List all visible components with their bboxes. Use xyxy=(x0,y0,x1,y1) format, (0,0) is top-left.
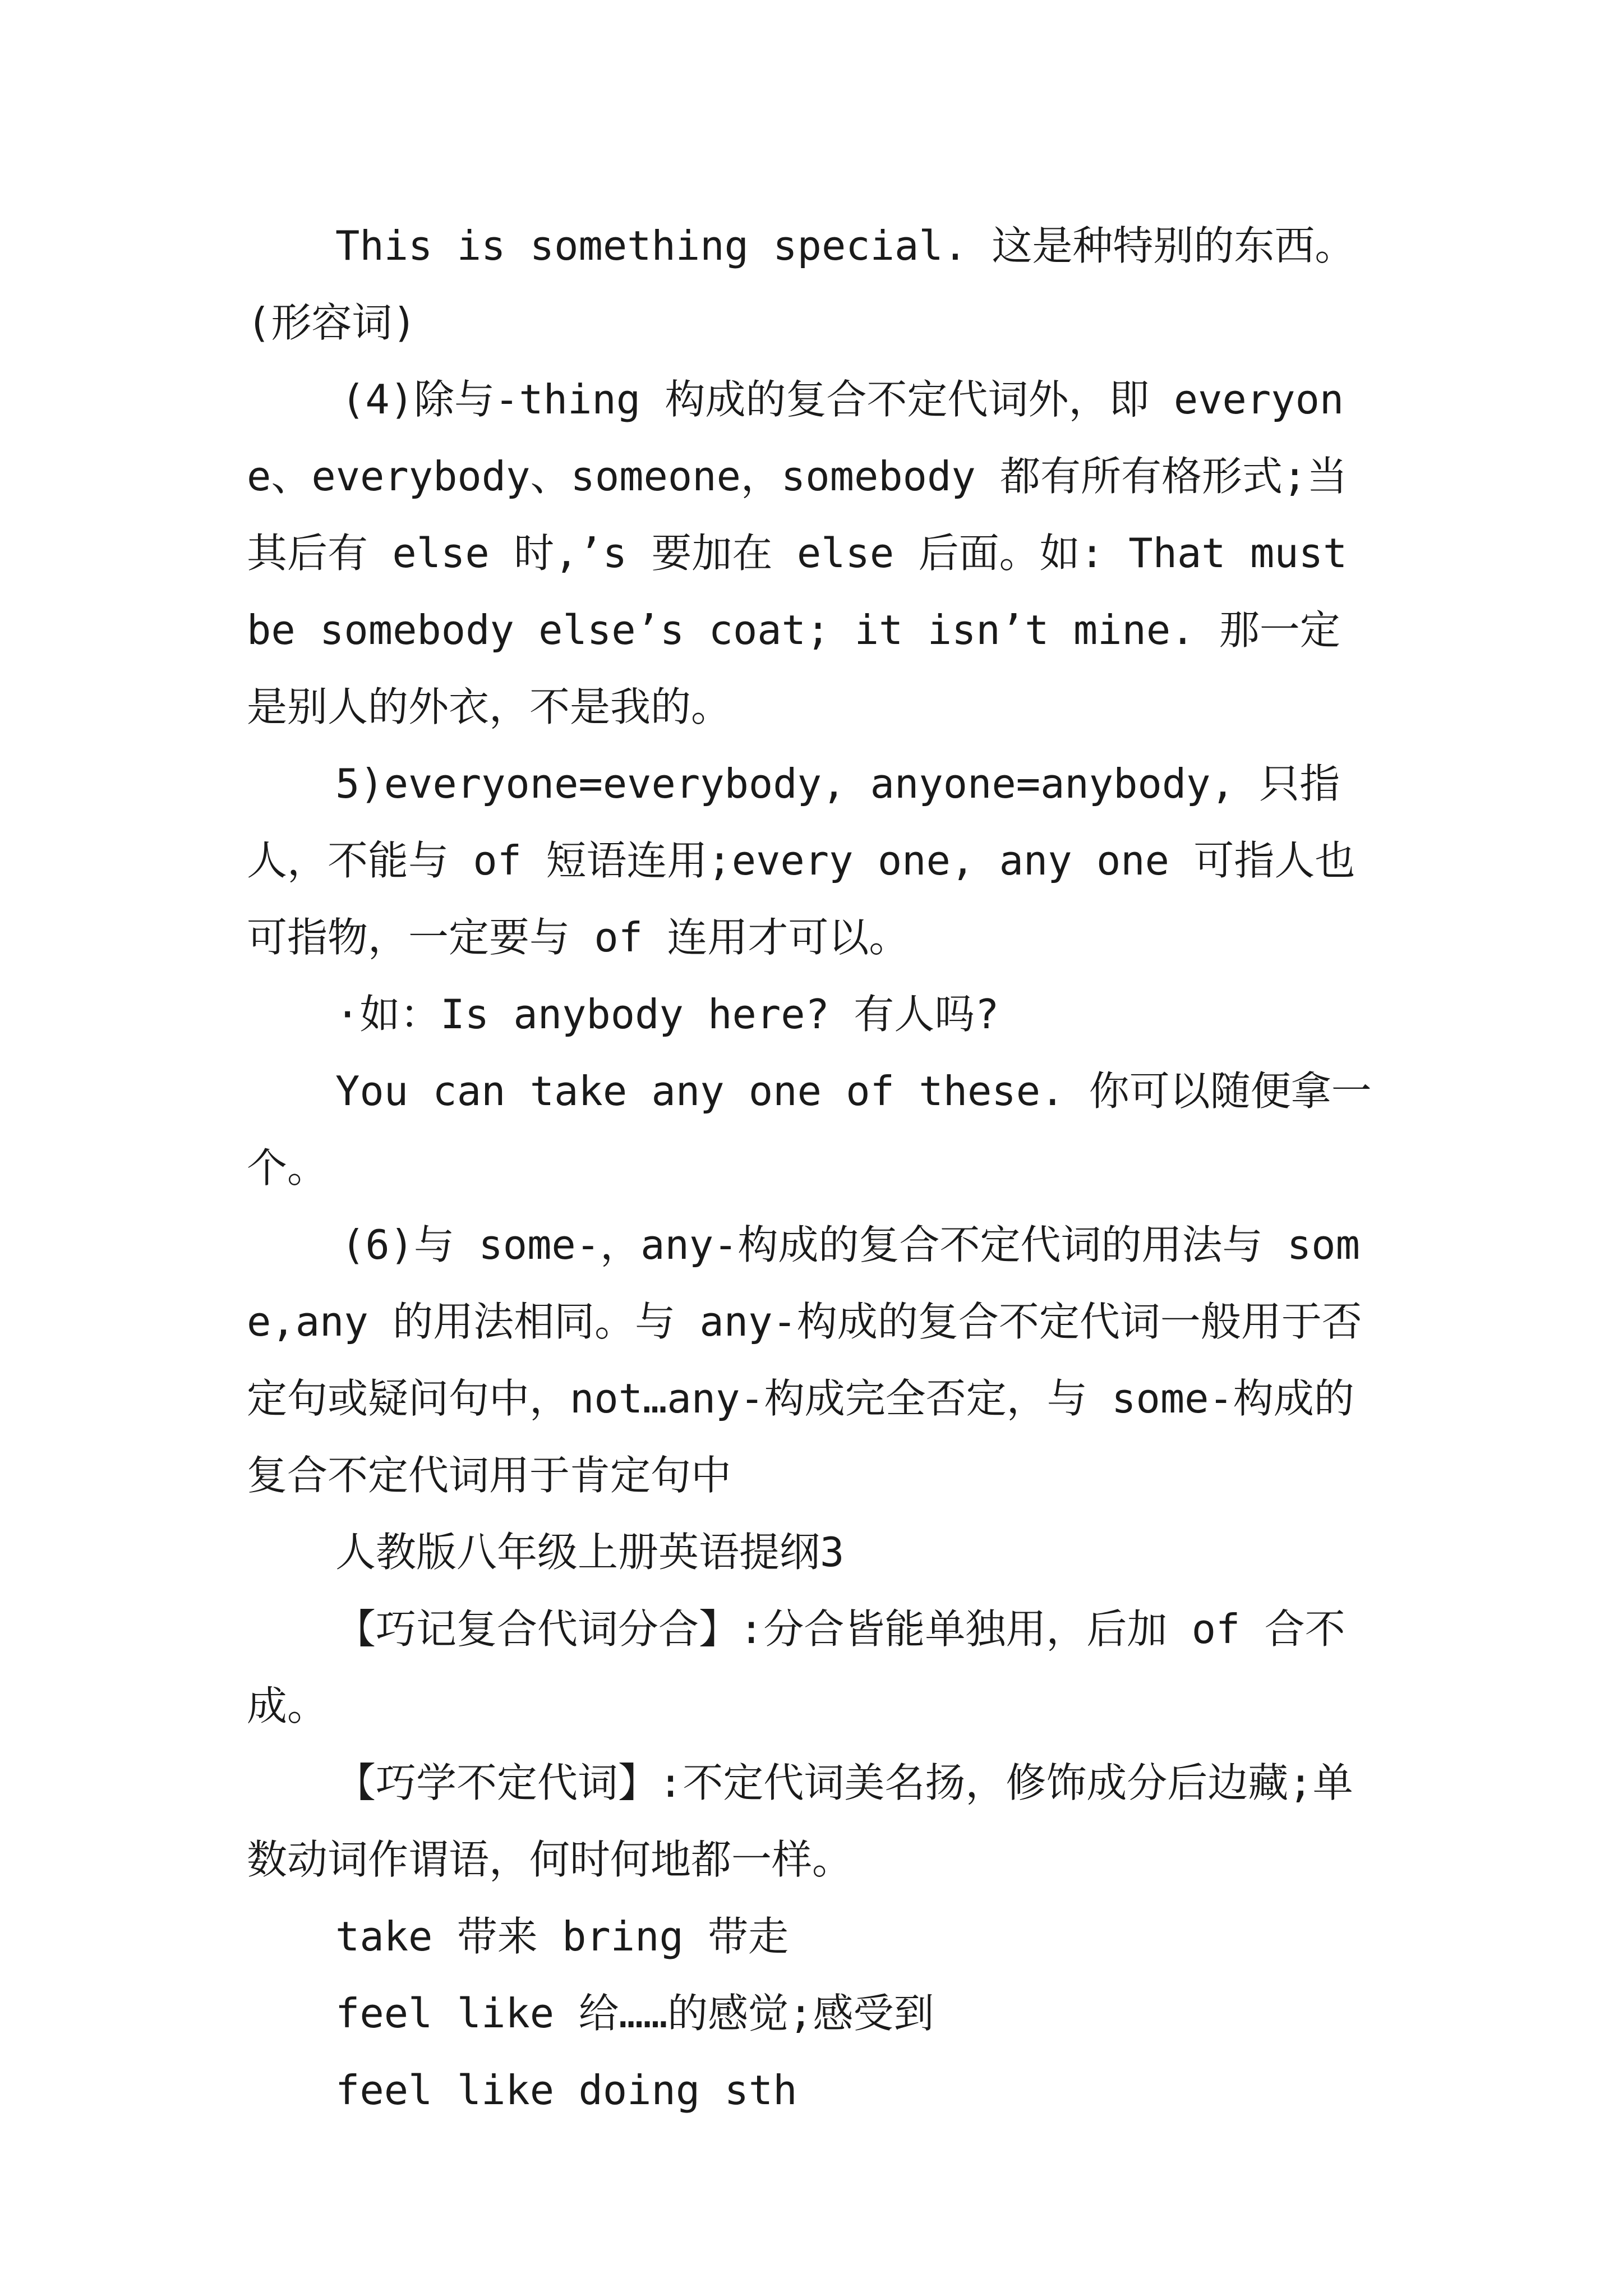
paragraph-rule-5: 5)everyone=everybody, anyone=anybody, 只指人，不能与 of 短语连用;every one, any one 可指人也可指物，一定要与 of 连用才可以。 xyxy=(247,760,1355,961)
section-heading: 人教版八年级上册英语提纲3 xyxy=(335,1529,845,1576)
vocab-take-bring: take 带来 bring 带走 xyxy=(335,1913,789,1960)
paragraph-example-any-one: You can take any one of these. 你可以随便拿一个。 xyxy=(247,1068,1372,1191)
document-body xyxy=(247,208,1380,2129)
vocab-feel-like: feel like 给……的感觉;感受到 xyxy=(335,1990,934,2037)
paragraph-mnemonic-compound: 【巧记复合代词分合】:分合皆能单独用，后加 of 合不成。 xyxy=(247,1605,1345,1729)
paragraph-rule-4: (4)除与-thing 构成的复合不定代词外，即 everyone、everybody、someone，somebody 都有所有格形式;当其后有 else 时,’s 要加在 else 后面。如: That must be somebody else’s coat; it isn’t mine. 那一定是别人的外衣，不是我的。 xyxy=(247,376,1372,730)
paragraph-mnemonic-indefinite: 【巧学不定代词】:不定代词美名扬，修饰成分后边藏;单数动词作谓语，何时何地都一样。 xyxy=(247,1759,1353,1883)
paragraph-adjective-example: This is something special. 这是种特别的东西。(形容词) xyxy=(247,222,1355,346)
vocab-feel-like-doing: feel like doing sth xyxy=(335,2067,797,2114)
paragraph-rule-6: (6)与 some-，any-构成的复合不定代词的用法与 some,any 的用法相同。与 any-构成的复合不定代词一般用于否定句或疑问句中，not…any-构成完全否定，与 some-构成的复合不定代词用于肯定句中 xyxy=(247,1221,1362,1499)
paragraph-example-anybody: ·如：Is anybody here? 有人吗? xyxy=(335,991,999,1038)
